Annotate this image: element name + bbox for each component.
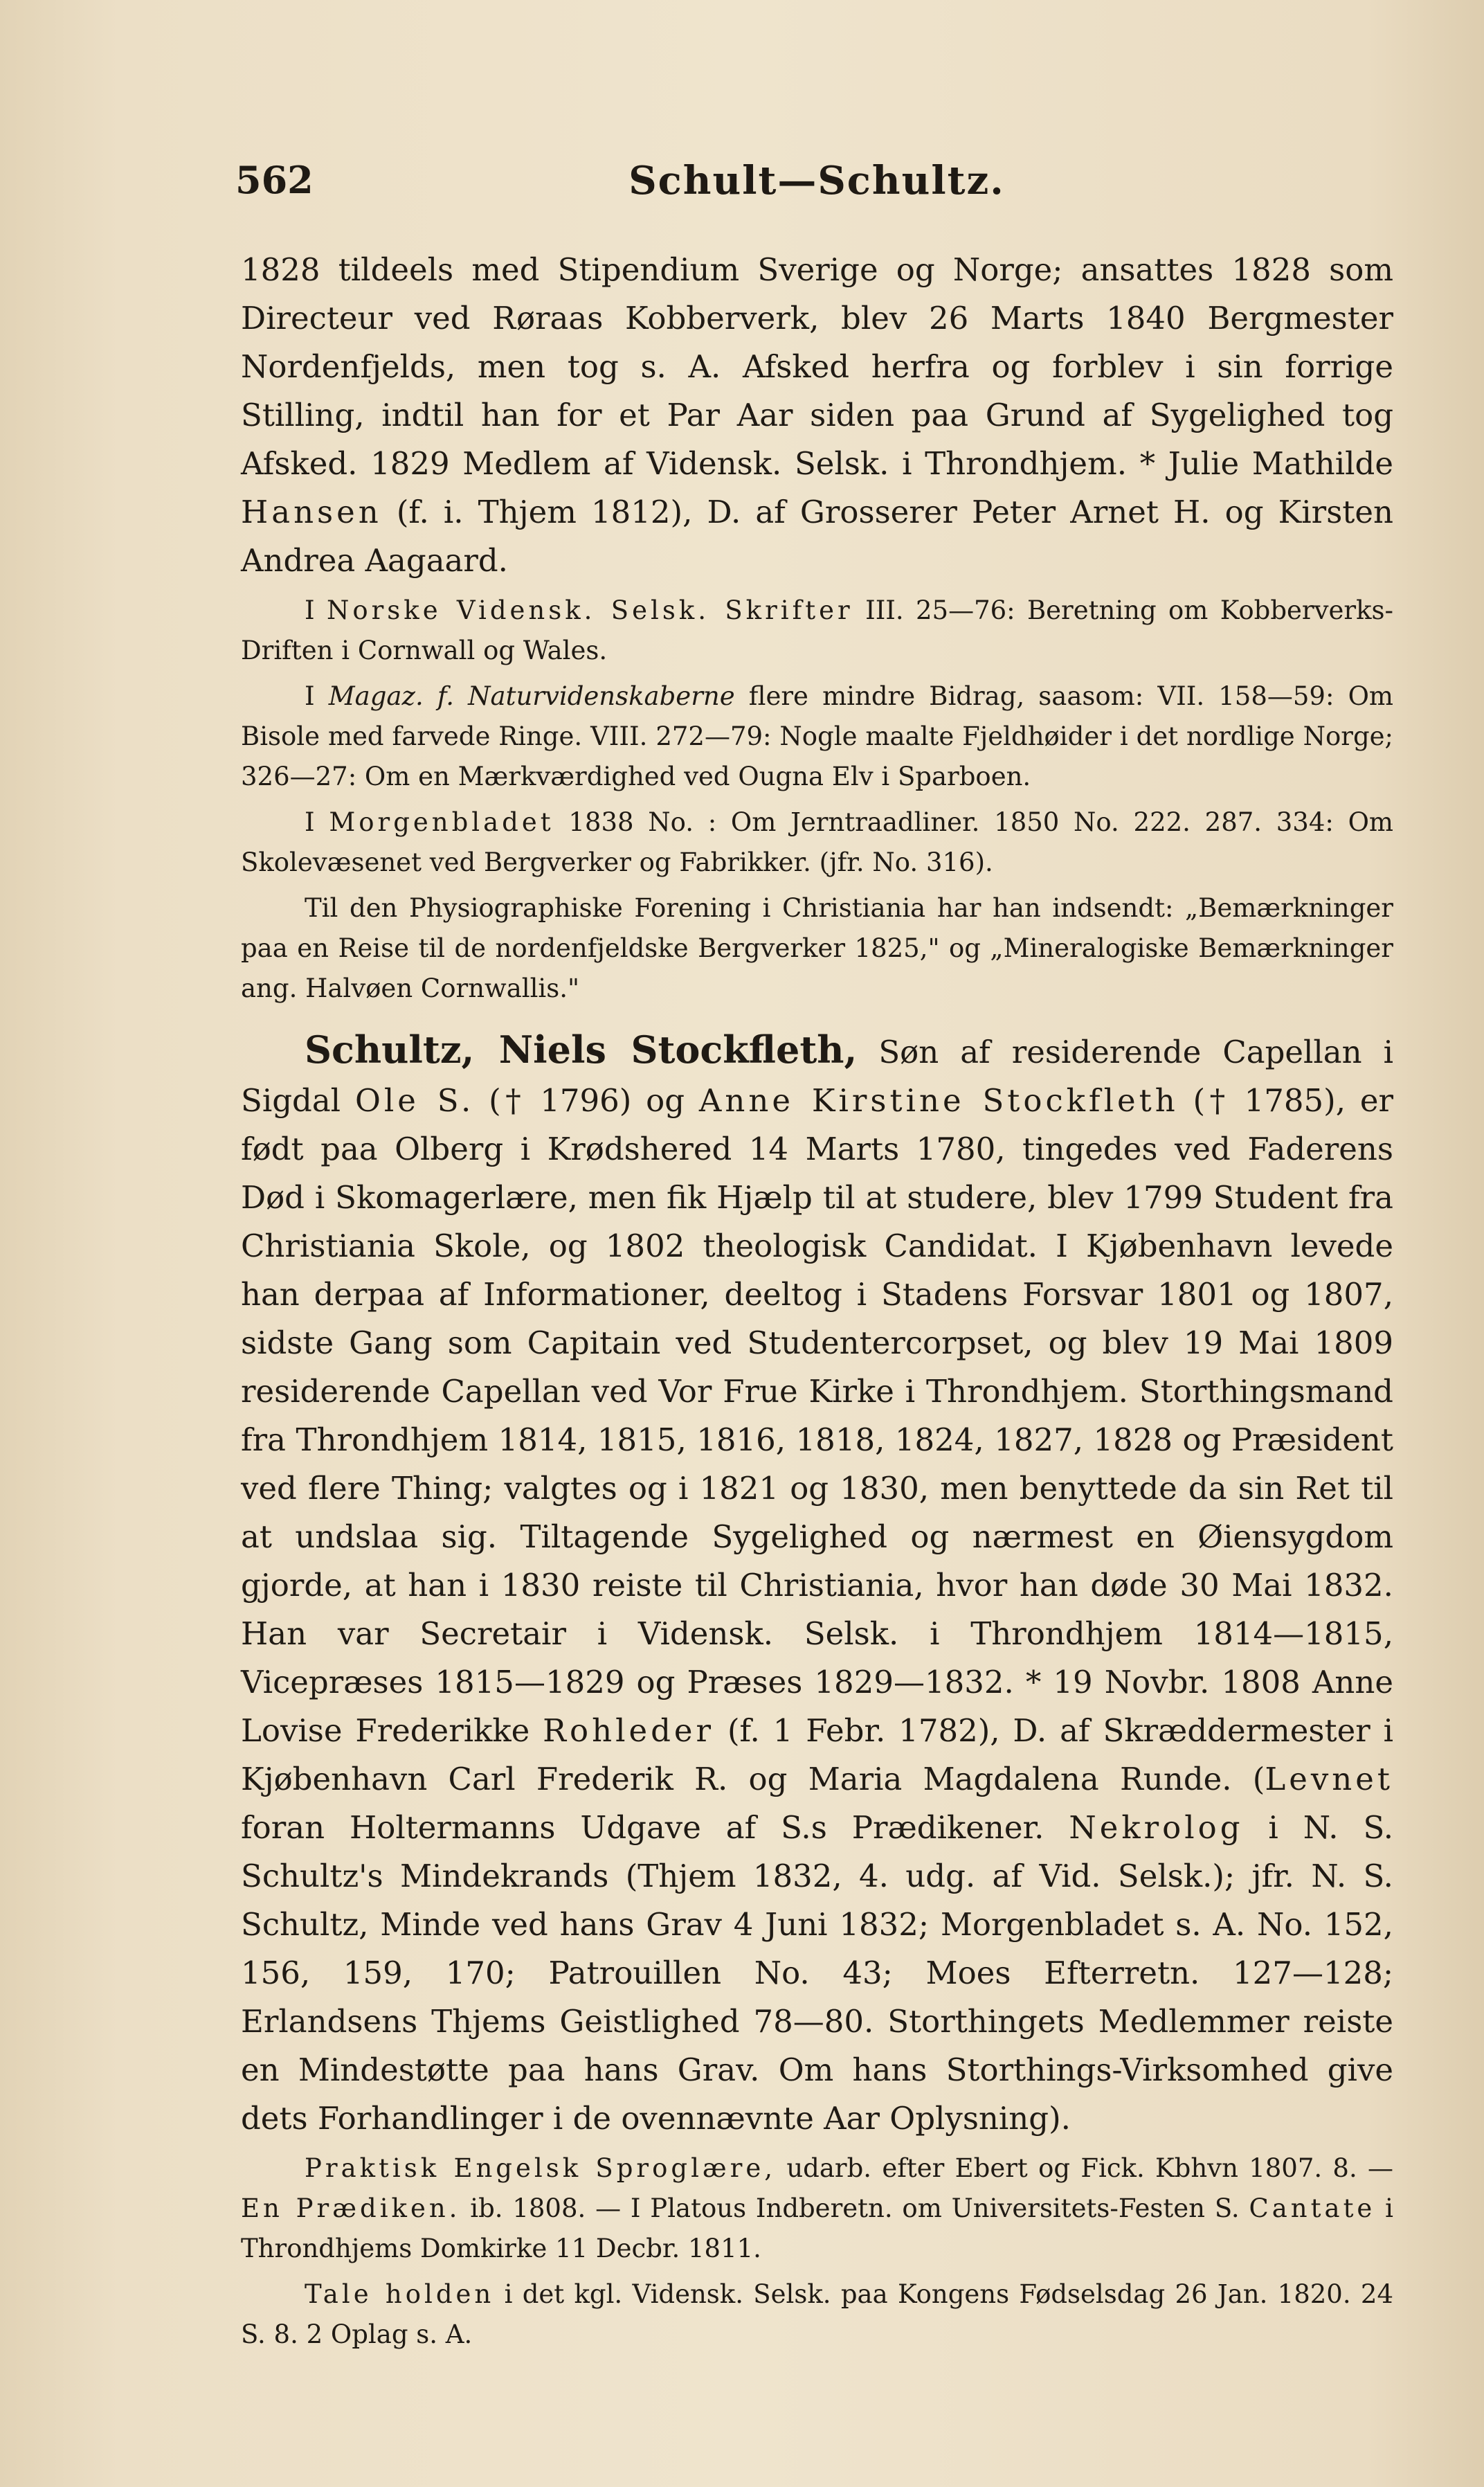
entry-body: Søn af residerende Capellan i Sigdal	[241, 1034, 1393, 1119]
page-text	[241, 246, 1393, 2355]
ref-source: Magaz. f. Naturvidenskaberne	[328, 681, 735, 711]
entry-body: i N. S. Schultz's Mindekrands (Thjem 1832, 4. udg. af Vid. Selsk.); jfr. N. S. Schultz, Minde ved hans Grav 4 Juni 1832; Morgenbladet s. A. No. 152, 156, 159, 170; Patrouillen No. 43; Moes Efterretn. 127—128; Erlandsens Thjems Geistlighed 78—80. Storthingets Medlemmer reiste en Mindestøtte paa hans Grav. Om hans Storthings-Virksomhed give dets Forhandlinger i de ovennævnte Aar Oplysning).	[241, 1809, 1393, 2137]
continuation-body: 1828 tildeels med Stipendium Sverige og Norge; ansattes 1828 som Directeur ved Røraas Kobberverk, blev 26 Marts 1840 Bergmester Nordenfjelds, men tog s. A. Afsked herfra og forblev i sin forrige Stilling, indtil han for et Par Aar siden paa Grund af Sygelighed tog Afsked. 1829 Medlem af Vidensk. Selsk. i Throndhjem. * Julie Mathilde	[241, 251, 1393, 482]
work-detail: i Throndhjems Domkirke 11 Decbr. 1811.	[241, 2193, 1393, 2263]
reference-norske-vidensk	[241, 591, 1393, 671]
works-list-1	[241, 2148, 1393, 2269]
ref-source: Norske Vidensk. Selsk. Skrifter	[326, 595, 853, 625]
entry-body: foran Holtermanns Udgave af S.s Prædikener.	[241, 1809, 1069, 1846]
nekrolog-label: Nekrolog	[1069, 1809, 1244, 1846]
father-name: Ole S.	[354, 1082, 475, 1119]
ref-lead: I	[305, 681, 329, 711]
mother-name: Anne Kirstine Stockfleth	[698, 1082, 1179, 1119]
levnet-label: Levnet	[1265, 1761, 1393, 1797]
ref-lead: I	[305, 807, 329, 837]
work-detail: ib. 1808. — I Platous Indberetn. om Universitets-Festen S.	[460, 2193, 1249, 2223]
ref-lead: I	[305, 595, 327, 625]
reference-physiographiske: Til den Physiographiske Forening i Christiania har han indsendt: „Bemærkninger paa en Reise til de nordenfjeldske Bergverker 1825," og „Mineralogiske Bemærkninger ang. Halvøen Cornwallis."	[241, 893, 1393, 1003]
work-title: Praktisk Engelsk Sproglære,	[305, 2153, 777, 2183]
works-list-2	[241, 2274, 1393, 2355]
work-detail: udarb. efter Ebert og Fick. Kbhvn 1807. 8. —	[776, 2153, 1393, 2183]
page-header	[235, 158, 1398, 220]
ref-text: III. 25—76: Beretning om Kobberverks-Driften i Cornwall og Wales.	[241, 595, 1393, 665]
entry-headword: Schultz, Niels Stockfleth,	[305, 1027, 858, 1072]
work-title: Tale holden	[305, 2279, 495, 2309]
continuation-body-tail: (f. i. Thjem 1812), D. af Grosserer Peter Arnet H. og Kirsten Andrea Aagaard.	[241, 494, 1393, 579]
reference-morgenbladet	[241, 802, 1393, 883]
work-title: Cantate	[1249, 2193, 1376, 2223]
ref-text: flere mindre Bidrag, saasom: VII. 158—59: Om Bisole med farvede Ringe. VIII. 272—79: Nogle maalte Fjeldhøider i det nordlige Norge; 326—27: Om en Mærkværdighed ved Ougna Elv i Sparboen.	[241, 681, 1394, 791]
entry-continuation-paragraph	[241, 246, 1393, 585]
running-head: Schult—Schultz.	[628, 158, 1005, 204]
spouse-name: Hansen	[241, 494, 382, 530]
entry-schultz-niels-stockfleth	[241, 1025, 1393, 2143]
ref-source: Morgenbladet	[329, 807, 554, 837]
entry-body: († 1796) og	[474, 1082, 699, 1119]
reference-magaz-naturvidensk	[241, 676, 1393, 797]
ref-text: 1838 No. : Om Jerntraadliner. 1850 No. 222. 287. 334: Om Skolevæsenet ved Bergverker og Fabrikker. (jfr. No. 316).	[241, 807, 1393, 877]
entry-body: († 1785), er født paa Olberg i Krødshered 14 Marts 1780, tingedes ved Faderens Død i Skomagerlære, men fik Hjælp til at studere, blev 1799 Student fra Christiania Skole, og 1802 theologisk Candidat. I Kjøbenhavn levede han derpaa af Informationer, deeltog i Stadens Forsvar 1801 og 1807, sidste Gang som Capitain ved Studentercorpset, og blev 19 Mai 1809 residerende Capellan ved Vor Frue Kirke i Throndhjem. Storthingsmand fra Throndhjem 1814, 1815, 1816, 1818, 1824, 1827, 1828 og Præsident ved flere Thing; valgtes og i 1821 og 1830, men benyttede da sin Ret til at undslaa sig. Tiltagende Sygelighed og nærmest en Øiensygdom gjorde, at han i 1830 reiste til Christiania, hvor han døde 30 Mai 1832. Han var Secretair i Vidensk. Selsk. i Throndhjem 1814—1815, Vicepræses 1815—1829 og Præses 1829—1832. * 19 Novbr. 1808 Anne Lovise Frederikke	[241, 1082, 1394, 1749]
work-title: En Prædiken.	[241, 2193, 461, 2223]
work-detail: i det kgl. Vidensk. Selsk. paa Kongens Fødselsdag 26 Jan. 1820. 24 S. 8. 2 Oplag s. A.	[241, 2279, 1393, 2349]
page-number: 562	[235, 158, 314, 202]
wife-surname: Rohleder	[543, 1712, 715, 1749]
entry-body: (f. 1 Febr. 1782), D. af Skræddermester i Kjøbenhavn Carl Frederik R. og Maria Magdalena Runde. (	[241, 1712, 1393, 1797]
